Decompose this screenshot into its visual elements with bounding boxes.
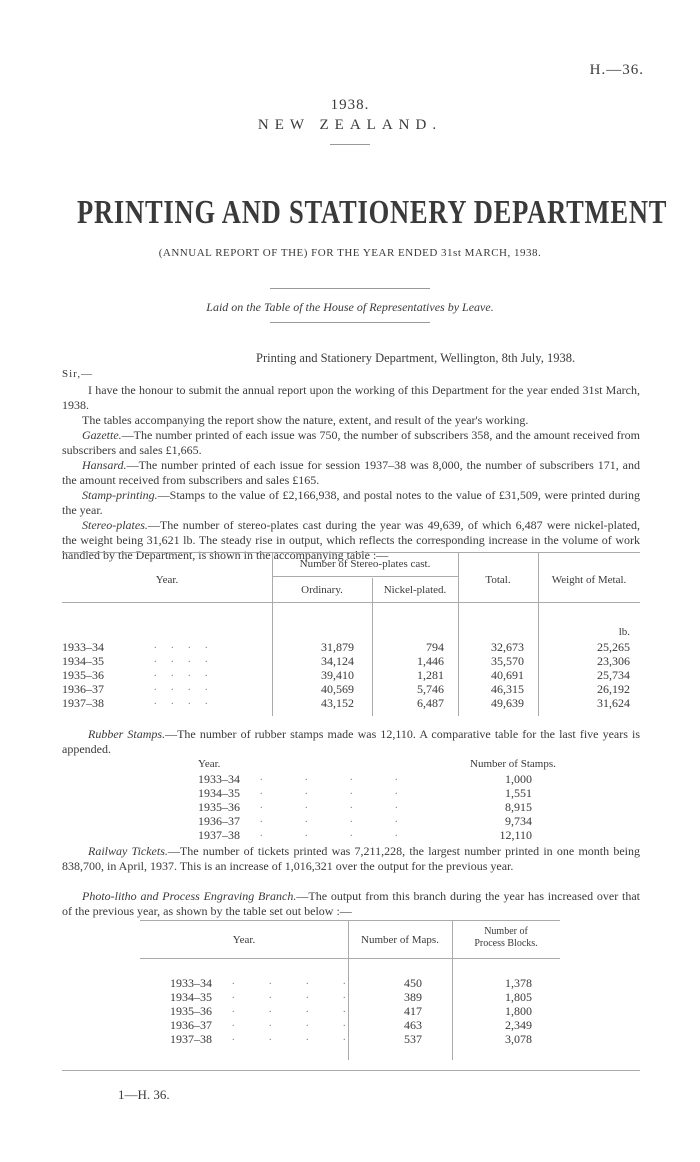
table-cell-blocks: 2,349	[505, 1018, 532, 1032]
leader-dots: . . . .	[154, 682, 214, 693]
footer-rule	[62, 1070, 640, 1071]
paragraph-rubber-stamps: Rubber Stamps.—The number of rubber stamps made was 12,110. A comparative table for the last five years is appended.	[62, 727, 640, 756]
page-reference: H.—36.	[589, 62, 644, 78]
table-cell-number: 8,915	[505, 800, 532, 814]
paragraph-hansard: Hansard.—The number printed of each issue for session 1937–38 was 8,000, the number of subscribers 171, and the amount received from subscribers and sales £165.	[62, 458, 640, 487]
table-cell-number: 9,734	[505, 814, 532, 828]
column-header-year: Year.	[198, 758, 221, 770]
table-rule	[272, 576, 458, 577]
table-rule	[140, 958, 560, 959]
table-cell-total: 49,639	[491, 696, 524, 710]
table-cell-nickel: 6,487	[417, 696, 444, 710]
table-cell-year: 1934–35	[62, 654, 104, 668]
column-header-nickel: Nickel-plated.	[383, 584, 447, 596]
column-header-maps: Number of Maps.	[361, 934, 439, 946]
leader-dots: . . . .	[154, 640, 214, 651]
paragraph-intro: I have the honour to submit the annual report upon the working of this Department for the year ended 31st March, 1938.	[62, 383, 640, 412]
leader-dots: . . . .	[232, 1032, 362, 1043]
leader-dots: . . . .	[232, 976, 362, 987]
table-cell-number: 12,110	[499, 828, 532, 842]
column-header-year: Year.	[232, 934, 256, 946]
column-header-blocks: Process Blocks.	[474, 938, 538, 949]
document-title: PRINTING AND STATIONERY DEPARTMENT	[77, 194, 668, 231]
table-cell-maps: 463	[404, 1018, 422, 1032]
table-cell-year: 1937–38	[198, 828, 240, 842]
paragraph-stamp-printing: Stamp-printing.—Stamps to the value of £2,166,938, and postal notes to the value of £31,509, were printed during the year.	[62, 488, 640, 517]
leader-dots: . . . .	[154, 696, 214, 707]
table-cell-nickel: 1,446	[417, 654, 444, 668]
rubber-stamps-table	[180, 758, 556, 842]
table-cell-year: 1936–37	[62, 682, 104, 696]
unit-label: lb.	[618, 626, 630, 638]
table-cell-maps: 537	[404, 1032, 422, 1046]
paragraph-railway-tickets: Railway Tickets.—The number of tickets printed was 7,211,228, the largest number printed in one month being 838,700, in April, 1937. This is an increase of 1,016,321 over the output for the previous year.	[62, 844, 641, 873]
table-cell-year: 1933–34	[198, 772, 240, 786]
column-header-year: Year.	[155, 574, 179, 586]
table-cell-nickel: 1,281	[417, 668, 444, 682]
table-cell-year: 1936–37	[170, 1018, 212, 1032]
report-year: 1938.	[330, 97, 370, 113]
leader-dots: . . . .	[260, 772, 418, 783]
leader-dots: . . . .	[260, 814, 418, 825]
table-cell-year: 1934–35	[198, 786, 240, 800]
letter-dateline: Printing and Stationery Department, Wellington, 8th July, 1938.	[256, 351, 576, 365]
table-cell-year: 1934–35	[170, 990, 212, 1004]
divider	[270, 322, 430, 323]
salutation: Sir,—	[62, 368, 94, 380]
table-cell-total: 35,570	[491, 654, 524, 668]
table-cell-year: 1933–34	[62, 640, 104, 654]
table-cell-nickel: 794	[426, 640, 444, 654]
paragraph-tables: The tables accompanying the report show the nature, extent, and result of the year's working.	[82, 413, 529, 427]
divider	[270, 288, 430, 289]
country-heading: NEW ZEALAND.	[257, 117, 443, 133]
leader-dots: . . . .	[154, 668, 214, 679]
table-cell-blocks: 3,078	[505, 1032, 532, 1046]
table-cell-year: 1935–36	[198, 800, 240, 814]
divider	[330, 144, 370, 145]
paragraph-stereo-plates: Stereo-plates.—The number of stereo-plates cast during the year was 49,639, of which 6,487 were nickel-plated, the weight being 31,621 lb. The steady rise in output, which reflects the corresponding increase in the volume of work handled by the Department, is shown in the accompanying table :—	[62, 518, 640, 562]
table-cell-ordinary: 43,152	[321, 696, 354, 710]
leader-dots: . . . .	[232, 1018, 362, 1029]
leader-dots: . . . .	[260, 786, 418, 797]
table-cell-weight: 23,306	[597, 654, 630, 668]
table-cell-total: 46,315	[491, 682, 524, 696]
leader-dots: . . . .	[154, 654, 214, 665]
column-header-number: Number of Stamps.	[470, 758, 556, 770]
table-cell-year: 1936–37	[198, 814, 240, 828]
table-rule	[62, 552, 640, 553]
leader-dots: . . . .	[260, 828, 418, 839]
document-subtitle: (ANNUAL REPORT OF THE) FOR THE YEAR ENDED 31st MARCH, 1938.	[158, 247, 542, 259]
table-cell-year: 1935–36	[170, 1004, 212, 1018]
column-header-total: Total.	[485, 574, 511, 586]
group-header: Number of Stereo-plates cast.	[299, 558, 431, 570]
footer-reference: 1—H. 36.	[118, 1087, 170, 1102]
table-cell-maps: 450	[404, 976, 422, 990]
leader-dots: . . . .	[260, 800, 418, 811]
table-cell-blocks: 1,800	[505, 1004, 532, 1018]
paragraph-photo-litho: Photo-litho and Process Engraving Branch.—The output from this branch during the year has increased over that of the previous year, as shown by the table set out below :—	[62, 889, 640, 918]
table-cell-weight: 31,624	[597, 696, 630, 710]
table-cell-ordinary: 40,569	[321, 682, 354, 696]
table-cell-total: 40,691	[491, 668, 524, 682]
table-cell-total: 32,673	[491, 640, 524, 654]
table-cell-year: 1937–38	[170, 1032, 212, 1046]
paragraph-gazette: Gazette.—The number printed of each issue was 750, the number of subscribers 358, and the amount received from subscribers and sales £1,665.	[62, 428, 640, 457]
process-blocks-table	[140, 920, 560, 1070]
table-cell-blocks: 1,378	[505, 976, 532, 990]
table-cell-maps: 417	[404, 1004, 422, 1018]
laid-notice: Laid on the Table of the House of Representatives by Leave.	[206, 300, 494, 314]
table-rule	[140, 920, 560, 921]
table-cell-weight: 25,734	[597, 668, 630, 682]
column-header-ordinary: Ordinary.	[301, 584, 343, 596]
table-cell-weight: 26,192	[597, 682, 630, 696]
leader-dots: . . . .	[232, 1004, 362, 1015]
table-cell-ordinary: 39,410	[321, 668, 354, 682]
column-header-blocks: Number of	[484, 926, 528, 937]
table-cell-number: 1,000	[505, 772, 532, 786]
table-cell-ordinary: 34,124	[321, 654, 354, 668]
table-cell-year: 1937–38	[62, 696, 104, 710]
table-cell-year: 1935–36	[62, 668, 104, 682]
stereo-plates-table	[62, 552, 640, 718]
table-cell-maps: 389	[404, 990, 422, 1004]
leader-dots: . . . .	[232, 990, 362, 1001]
table-cell-year: 1933–34	[170, 976, 212, 990]
table-cell-blocks: 1,805	[505, 990, 532, 1004]
table-cell-number: 1,551	[505, 786, 532, 800]
table-cell-weight: 25,265	[597, 640, 630, 654]
column-header-weight: Weight of Metal.	[551, 574, 627, 586]
table-rule	[62, 602, 640, 603]
table-cell-nickel: 5,746	[417, 682, 444, 696]
table-cell-ordinary: 31,879	[321, 640, 354, 654]
